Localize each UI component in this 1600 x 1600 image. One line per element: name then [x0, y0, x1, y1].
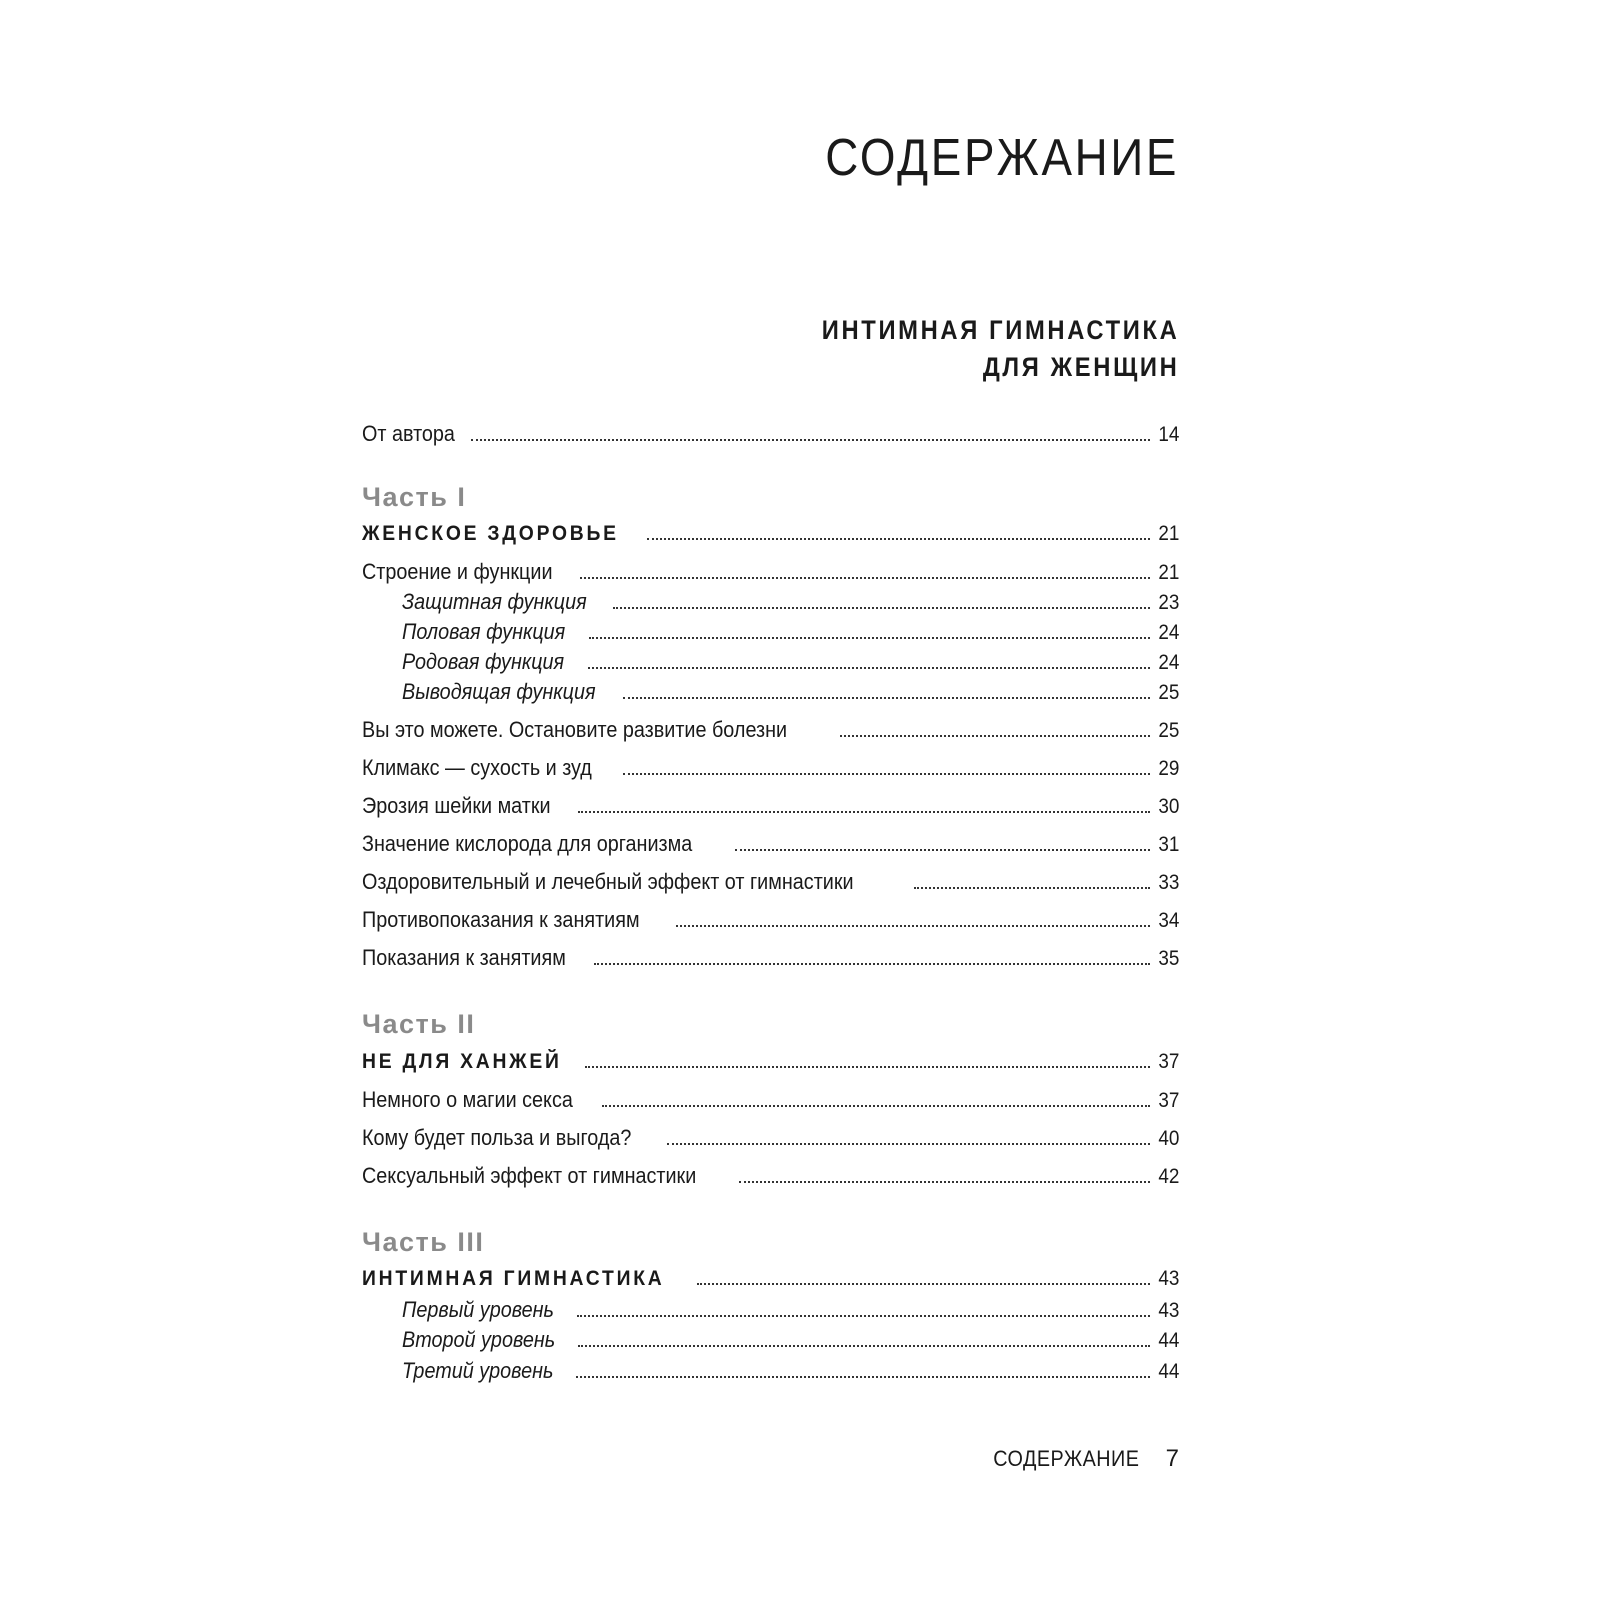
- toc-page-number: 43: [1157, 1299, 1179, 1322]
- toc-page-number: 25: [1157, 719, 1179, 742]
- toc-entry: [362, 868, 1179, 897]
- toc-entry-label: Половая функция: [402, 619, 566, 644]
- part-3-heading: Часть III: [362, 1227, 485, 1257]
- toc-page-number: 24: [1157, 651, 1179, 674]
- dot-leader: [735, 849, 1150, 851]
- toc-entry-label: Сексуальный эффект от гимнастики: [362, 1163, 697, 1188]
- toc-page-number: 42: [1157, 1165, 1179, 1188]
- toc-entry-label: Немного о магии секса: [362, 1087, 573, 1112]
- toc-entry-label: Показания к занятиям: [362, 945, 566, 970]
- toc-part-2-title: [362, 1048, 1179, 1076]
- dot-leader: [914, 887, 1149, 889]
- dot-leader: [471, 439, 1149, 441]
- toc-entry-label: Защитная функция: [402, 589, 587, 614]
- toc-page-number: 34: [1157, 909, 1179, 932]
- toc-entry: [362, 1162, 1179, 1191]
- toc-entry-label: ЖЕНСКОЕ ЗДОРОВЬЕ: [362, 522, 619, 545]
- toc-subentry: [402, 648, 1179, 677]
- toc-page-number: 40: [1157, 1127, 1179, 1150]
- toc-page-number: 33: [1157, 871, 1179, 894]
- toc-page-number: 31: [1157, 833, 1179, 856]
- dot-leader: [840, 735, 1149, 737]
- part-2-heading: Часть II: [362, 1009, 476, 1039]
- toc-entry-label: Третий уровень: [402, 1358, 554, 1383]
- toc-subentry: [402, 1296, 1179, 1325]
- dot-leader: [576, 1376, 1149, 1378]
- toc-page-number: 24: [1157, 621, 1179, 644]
- subtitle-line-2: ДЛЯ ЖЕНЩИН: [982, 352, 1179, 382]
- subtitle-line-1: ИНТИМНАЯ ГИМНАСТИКА: [821, 315, 1179, 345]
- dot-leader: [647, 538, 1150, 540]
- toc-entry-label: Выводящая функция: [402, 679, 596, 704]
- toc-part-1-title: [362, 520, 1179, 548]
- toc-entry-intro: [362, 420, 1179, 449]
- dot-leader: [697, 1283, 1150, 1285]
- toc-entry-label: Оздоровительный и лечебный эффект от гимнастики: [362, 869, 854, 894]
- toc-entry-label: От автора: [362, 421, 455, 446]
- dot-leader: [578, 1345, 1149, 1347]
- part-1-heading: Часть I: [362, 482, 467, 512]
- toc-entry: [362, 1124, 1179, 1153]
- dot-leader: [602, 1105, 1149, 1107]
- dot-leader: [578, 811, 1150, 813]
- dot-leader: [588, 667, 1150, 669]
- dot-leader: [594, 963, 1149, 965]
- footer-section-label: СОДЕРЖАНИЕ: [993, 1446, 1140, 1471]
- toc-subentry: [402, 1357, 1179, 1386]
- toc-subentry: [402, 1326, 1179, 1355]
- toc-entry: [362, 792, 1179, 821]
- footer-page-number: 7: [1165, 1445, 1179, 1472]
- dot-leader: [577, 1315, 1150, 1317]
- toc-entry-label: Второй уровень: [402, 1327, 556, 1352]
- toc-page-number: 37: [1157, 1050, 1179, 1073]
- toc-page-number: 23: [1157, 591, 1179, 614]
- toc-entry: [362, 716, 1179, 745]
- toc-subentry: [402, 588, 1179, 617]
- toc-entry-label: Первый уровень: [402, 1297, 554, 1322]
- dot-leader: [739, 1181, 1149, 1183]
- dot-leader: [589, 637, 1149, 639]
- toc-entry: [362, 754, 1179, 783]
- toc-entry-label: Противопоказания к занятиям: [362, 907, 640, 932]
- toc-entry: [362, 1086, 1179, 1115]
- toc-subentry: [402, 618, 1179, 647]
- dot-leader: [623, 773, 1149, 775]
- toc-subentry: [402, 678, 1179, 707]
- toc-page-number: 25: [1157, 681, 1179, 704]
- toc-page-number: 30: [1157, 795, 1179, 818]
- toc-entry-label: Климакс — сухость и зуд: [362, 755, 592, 780]
- toc-entry-label: Кому будет польза и выгода?: [362, 1125, 632, 1150]
- dot-leader: [580, 577, 1150, 579]
- toc-entry-label: Значение кислорода для организма: [362, 831, 693, 856]
- toc-page-number: 14: [1157, 423, 1179, 446]
- toc-page-number: 35: [1157, 947, 1179, 970]
- toc-page-number: 37: [1157, 1089, 1179, 1112]
- toc-page-number: 44: [1157, 1360, 1179, 1383]
- dot-leader: [585, 1066, 1150, 1068]
- book-subtitle: [821, 312, 1179, 386]
- toc-page-number: 43: [1157, 1267, 1179, 1290]
- toc-entry-label: Строение и функции: [362, 559, 553, 584]
- toc-entry: [362, 906, 1179, 935]
- page-title: СОДЕРЖАНИЕ: [825, 129, 1179, 187]
- dot-leader: [623, 697, 1150, 699]
- toc-part-3-title: [362, 1265, 1179, 1293]
- dot-leader: [667, 1143, 1149, 1145]
- running-footer: [977, 1445, 1179, 1473]
- toc-entry-label: Вы это можете. Остановите развитие болезни: [362, 717, 788, 742]
- toc-page-number: 21: [1157, 522, 1179, 545]
- toc-entry: [362, 830, 1179, 859]
- toc-entry: [362, 944, 1179, 973]
- toc-entry-label: НЕ ДЛЯ ХАНЖЕЙ: [362, 1050, 562, 1073]
- dot-leader: [613, 607, 1149, 609]
- toc-entry-label: Родовая функция: [402, 649, 565, 674]
- dot-leader: [676, 925, 1149, 927]
- toc-page-number: 29: [1157, 757, 1179, 780]
- toc-entry-label: ИНТИМНАЯ ГИМНАСТИКА: [362, 1267, 665, 1290]
- toc-entry: [362, 558, 1179, 587]
- toc-entry-label: Эрозия шейки матки: [362, 793, 551, 818]
- toc-page-number: 44: [1157, 1329, 1179, 1352]
- toc-page-number: 21: [1157, 561, 1179, 584]
